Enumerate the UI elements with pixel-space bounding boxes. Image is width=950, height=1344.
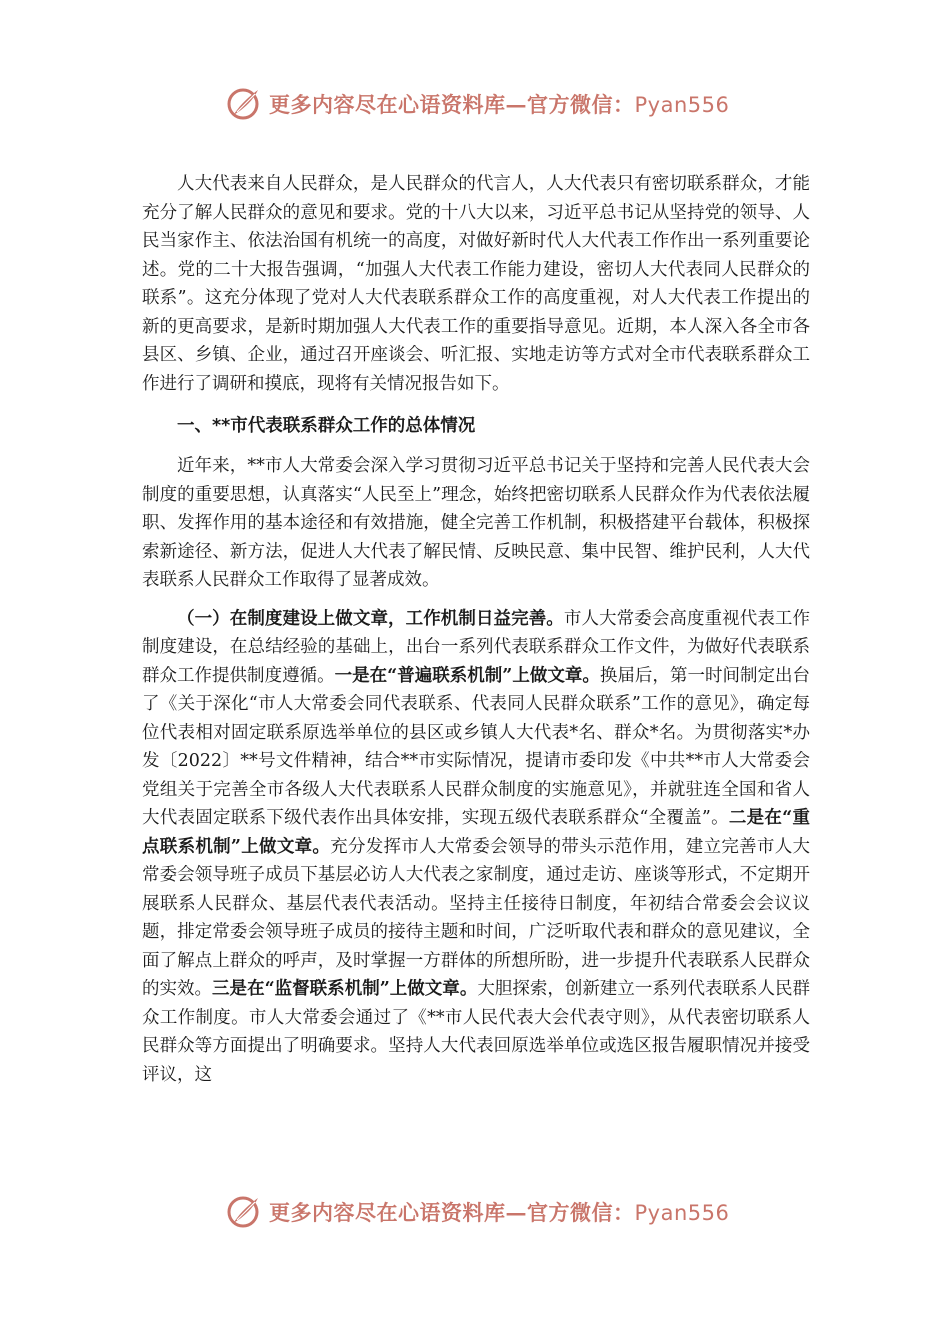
intro-paragraph: 人大代表来自人民群众，是人民群众的代言人，人大代表只有密切联系群众，才能充分了解人民群众的意见和要求。党的十八大以来，习近平总书记从坚持党的领导、人民当家作主、依法治国有机统一的高度，对做好新时代人大代表工作作出一系列重要论述。党的二十大报告强调，“加强人大代表工作能力建设，密切人大代表同人民群众的联系”。这充分体现了党对人大代表联系群众工作的高度重视，对人大代表工作提出的新的更高要求，是新时期加强人大代表工作的重要指导意见。近期，本人深入各全市各县区、乡镇、企业，通过召开座谈会、听汇报、实地走访等方式对全市代表联系群众工作进行了调研和摸底，现将有关情况报告如下。 [142,174,810,394]
point-1-title: 一是在“普遍联系机制”上做文章。 [334,665,600,686]
section-heading: 一、**市代表联系群众工作的总体情况 [177,416,476,436]
banner-text: 更多内容尽在心语资料库—官方微信：Pyan556 [269,92,730,117]
wechat-id: Pyan556 [634,1201,730,1225]
overview-paragraph: 近年来，**市人大常委会深入学习贯彻习近平总书记关于坚持和完善人民代表大会制度的重要思想，认真落实“人民至上”理念，始终把密切联系人民群众作为代表依法履职、发挥作用的基本途径和有效措施，健全完善工作机制，积极搭建平台载体，积极探索新途径、新方法，促进人大代表了解民情、反映民意、集中民智、维护民利，人大代表联系人民群众工作取得了显著成效。 [142,456,810,590]
subsection-paragraph [142,605,810,1090]
header-banner [225,84,745,124]
point-2-title: 二是在“重点联系机制”上做文章。 [142,808,810,857]
feather-pen-logo-icon [225,86,261,122]
footer-banner [225,1192,745,1232]
point-3-title: 三是在“监督联系机制”上做文章。 [212,979,478,999]
subsection-text-1: 市人大常委会高度重视代表工作制度建设，在总结经验的基础上，出台一系列代表联系群众工作文件，为做好代表联系群众工作提供制度遵循。 [142,608,811,686]
subsection-lead: （一）在制度建设上做文章，工作机制日益完善。 [177,608,564,629]
wechat-id: Pyan556 [634,93,730,117]
feather-pen-logo-icon [225,1194,261,1230]
subsection-text-4: 大胆探索，创新建立一系列代表联系人民群众工作制度。市人大常委会通过了《**市人民代表大会代表守则》，从代表密切联系人民群众等方面提出了明确要求。坚持人大代表回原选举单位或选区报告履职情况并接受评议，这 [142,979,811,1085]
subsection-text-3: 充分发挥市人大常委会领导的带头示范作用，建立完善市人大常委会领导班子成员下基层必访人大代表之家制度，通过走访、座谈等形式，不定期开展联系人民群众、基层代表代表活动。坚持主任接待日制度，年初结合常委会会议议题，排定常委会领导班子成员的接待主题和时间，广泛听取代表和群众的意见建议，全面了解点上群众的呼声，及时掌握一方群体的所想所盼，进一步提升代表联系人民群众的实效。 [142,836,810,999]
document-body [142,170,810,1089]
subsection-text-2: 换届后，第一时间制定出台了《关于深化“市人大常委会同代表联系、代表同人民群众联系”工作的意见》，确定每位代表相对固定联系原选举单位的县区或乡镇人大代表*名、群众*名。为贯彻落实*办发〔2022〕**号文件精神，结合**市实际情况，提请市委印发《中共**市人大常委会党组关于完善全市各级人大代表联系人民群众制度的实施意见》，并就驻连全国和省人大代表固定联系下级代表作出具体安排，实现五级代表联系群众“全覆盖”。 [142,665,811,828]
banner-text: 更多内容尽在心语资料库—官方微信：Pyan556 [269,1200,730,1225]
